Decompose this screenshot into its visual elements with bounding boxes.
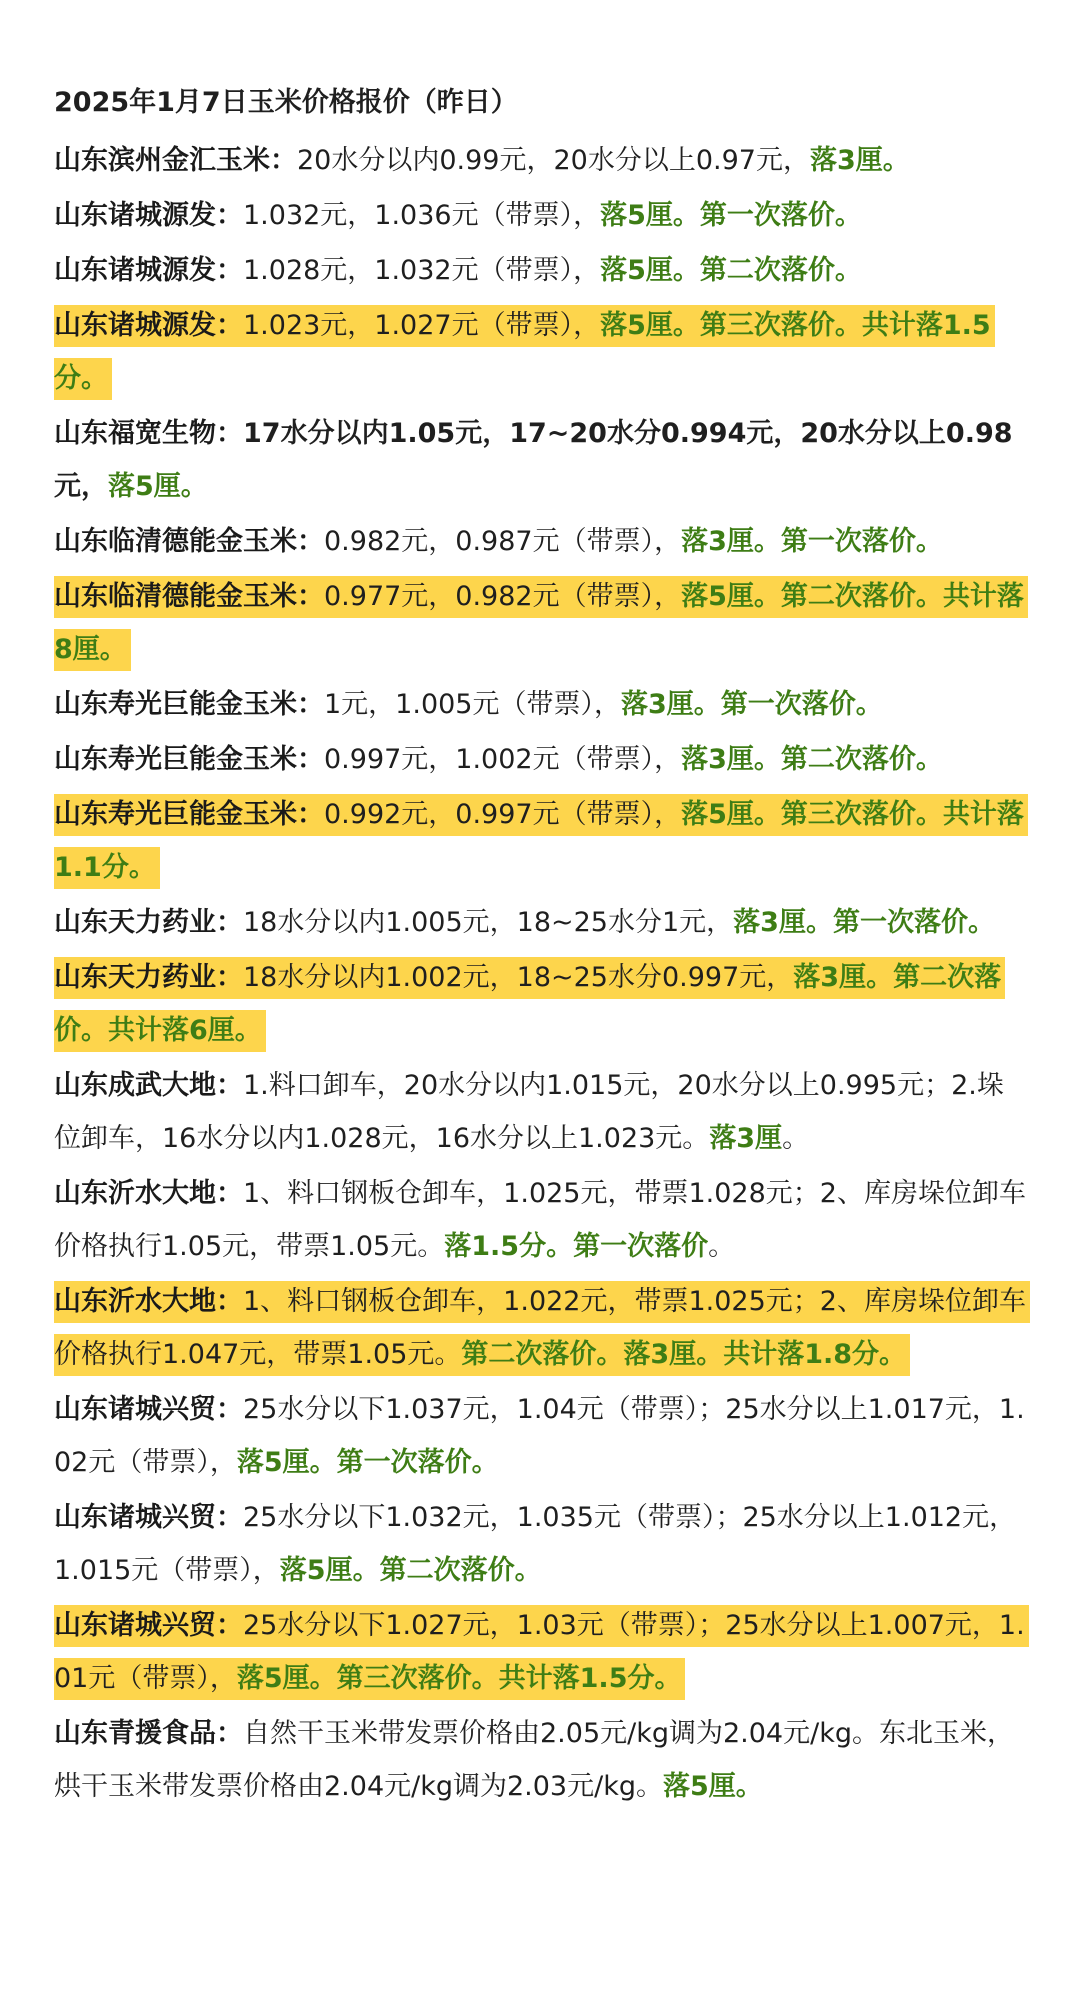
price-details: 1.料口卸车，20水分以内1.015元，20水分以上0.995元；2.垛位卸车，16水分以内1.028元，16水分以上1.023元。 (54, 1070, 1004, 1154)
company-name: 山东寿光巨能金玉米： (54, 744, 324, 775)
entry-text (54, 140, 914, 182)
entry-text (54, 576, 1028, 671)
company-name: 山东诸城兴贸： (54, 1610, 243, 1641)
price-details: 1、料口钢板仓卸车，1.025元，带票1.028元；2、库房垛位卸车价格执行1.05元，带票1.05元。 (54, 1178, 1026, 1262)
price-entry (54, 244, 1028, 297)
price-details: 1.032元，1.036元（带票）， (243, 200, 601, 231)
price-details: 0.977元，0.982元（带票）， (324, 581, 682, 612)
price-drop-note: 落5厘。第二次落价。 (600, 255, 862, 286)
price-drop-note: 落5厘。第一次落价。 (600, 200, 862, 231)
company-name: 山东临清德能金玉米： (54, 581, 324, 612)
company-name: 山东福宽生物： (54, 418, 243, 449)
company-name: 山东诸城兴贸： (54, 1502, 243, 1533)
company-name: 山东青援食品： (54, 1718, 243, 1749)
company-name: 山东成武大地： (54, 1070, 243, 1101)
price-drop-note: 落3厘。第一次落价。 (733, 907, 995, 938)
price-drop-note: 落3厘。第一次落价。 (620, 689, 883, 720)
price-details: 1.028元，1.032元（带票）， (243, 255, 601, 286)
price-entry (54, 1059, 1028, 1165)
entry-text (54, 195, 866, 237)
price-drop-note: 落5厘。第一次落价。 (236, 1447, 499, 1478)
price-entry (54, 733, 1028, 786)
document-title: 2025年1月7日玉米价格报价（昨日） (54, 87, 518, 118)
price-entry-highlighted (54, 1599, 1028, 1705)
company-name: 山东沂水大地： (54, 1286, 243, 1317)
price-entry-highlighted (54, 570, 1028, 676)
price-entry (54, 1491, 1028, 1597)
entry-text (54, 250, 866, 292)
price-entry (54, 1383, 1028, 1489)
price-entry-highlighted (54, 951, 1028, 1057)
entry-text (54, 1713, 1014, 1808)
entry-text (54, 1065, 1004, 1160)
price-entry (54, 1167, 1028, 1273)
price-drop-note: 落1.5分。第一次落价 (444, 1231, 709, 1262)
price-drop-note: 落5厘。第三次落价。共计落1.5分。 (236, 1663, 682, 1694)
price-details: 20水分以内0.99元，20水分以上0.97元， (297, 145, 810, 176)
entry-text (54, 413, 1013, 508)
price-details: 25水分以下1.027元，1.03元（带票）；25水分以上1.007元，1.01元（带票）， (54, 1610, 1025, 1694)
price-drop-note: 落5厘。 (108, 471, 208, 502)
price-details: 1元，1.005元（带票）， (324, 689, 621, 720)
price-details: 1、料口钢板仓卸车，1.022元，带票1.025元；2、库房垛位卸车价格执行1.047元，带票1.05元。 (54, 1286, 1026, 1370)
price-drop-note: 第二次落价。落3厘。共计落1.8分。 (461, 1339, 907, 1370)
company-name: 山东临清德能金玉米： (54, 526, 324, 557)
price-details: 0.992元，0.997元（带票）， (324, 799, 682, 830)
company-name: 山东诸城源发： (54, 310, 243, 341)
entry-text (54, 1173, 1026, 1268)
price-entry (54, 515, 1028, 568)
price-details: 1.023元，1.027元（带票）， (243, 310, 601, 341)
price-details: 25水分以下1.032元，1.035元（带票）；25水分以上1.012元，1.015元（带票）， (54, 1502, 1017, 1586)
company-name: 山东诸城兴贸： (54, 1394, 243, 1425)
company-name: 山东滨州金汇玉米： (54, 145, 297, 176)
entry-tail: 。 (708, 1231, 736, 1262)
entry-text (54, 957, 1005, 1052)
company-name: 山东天力药业： (54, 962, 243, 993)
price-drop-note: 落3厘。第二次落价。共计落6厘。 (54, 962, 1002, 1046)
price-entry (54, 896, 1028, 949)
price-entry-highlighted (54, 788, 1028, 894)
entry-tail: 。 (782, 1123, 810, 1154)
company-name: 山东沂水大地： (54, 1178, 243, 1209)
price-drop-note: 落5厘。 (662, 1771, 763, 1802)
price-details: 25水分以下1.037元，1.04元（带票）；25水分以上1.017元，1.02元（带票）， (54, 1394, 1025, 1478)
price-drop-note: 落5厘。第三次落价。共计落1.5分。 (54, 310, 991, 394)
price-details: 17水分以内1.05元，17~20水分0.994元，20水分以上0.98元， (54, 418, 1013, 502)
price-details: 0.982元，0.987元（带票）， (324, 526, 682, 557)
company-name: 山东天力药业： (54, 907, 243, 938)
price-drop-note: 落3厘。 (809, 145, 910, 176)
entry-text (54, 1497, 1016, 1592)
entry-text (54, 1281, 1030, 1376)
price-drop-note: 落5厘。第二次落价。共计落8厘。 (54, 581, 1024, 665)
price-list (54, 134, 1028, 1813)
entry-text (54, 521, 947, 563)
entry-text (54, 1605, 1029, 1700)
price-entry (54, 189, 1028, 242)
price-details: 0.997元，1.002元（带票）， (324, 744, 682, 775)
company-name: 山东寿光巨能金玉米： (54, 689, 324, 720)
price-details: 18水分以内1.005元，18~25水分1元， (243, 907, 734, 938)
price-drop-note: 落5厘。第二次落价。 (279, 1555, 542, 1586)
entry-text (54, 1389, 1025, 1484)
entry-text (54, 684, 887, 726)
entry-text (54, 305, 995, 400)
price-drop-note: 落5厘。第三次落价。共计落1.1分。 (54, 799, 1024, 883)
company-name: 山东诸城源发： (54, 200, 243, 231)
price-drop-note: 落3厘。第二次落价。 (681, 744, 943, 775)
price-entry (54, 134, 1028, 187)
company-name: 山东寿光巨能金玉米： (54, 799, 324, 830)
entry-text (54, 739, 947, 781)
company-name: 山东诸城源发： (54, 255, 243, 286)
price-entry (54, 1707, 1028, 1813)
price-drop-note: 落3厘 (709, 1123, 783, 1154)
entry-text (54, 794, 1028, 889)
entry-text (54, 902, 999, 944)
price-entry (54, 678, 1028, 731)
price-entry-highlighted (54, 299, 1028, 405)
price-drop-note: 落3厘。第一次落价。 (681, 526, 943, 557)
price-entry-highlighted (54, 1275, 1028, 1381)
price-entry (54, 407, 1028, 513)
price-details: 自然干玉米带发票价格由2.05元/kg调为2.04元/kg。东北玉米，烘干玉米带发票价格由2.04元/kg调为2.03元/kg。 (54, 1718, 1014, 1802)
price-details: 18水分以内1.002元，18~25水分0.997元， (243, 962, 794, 993)
